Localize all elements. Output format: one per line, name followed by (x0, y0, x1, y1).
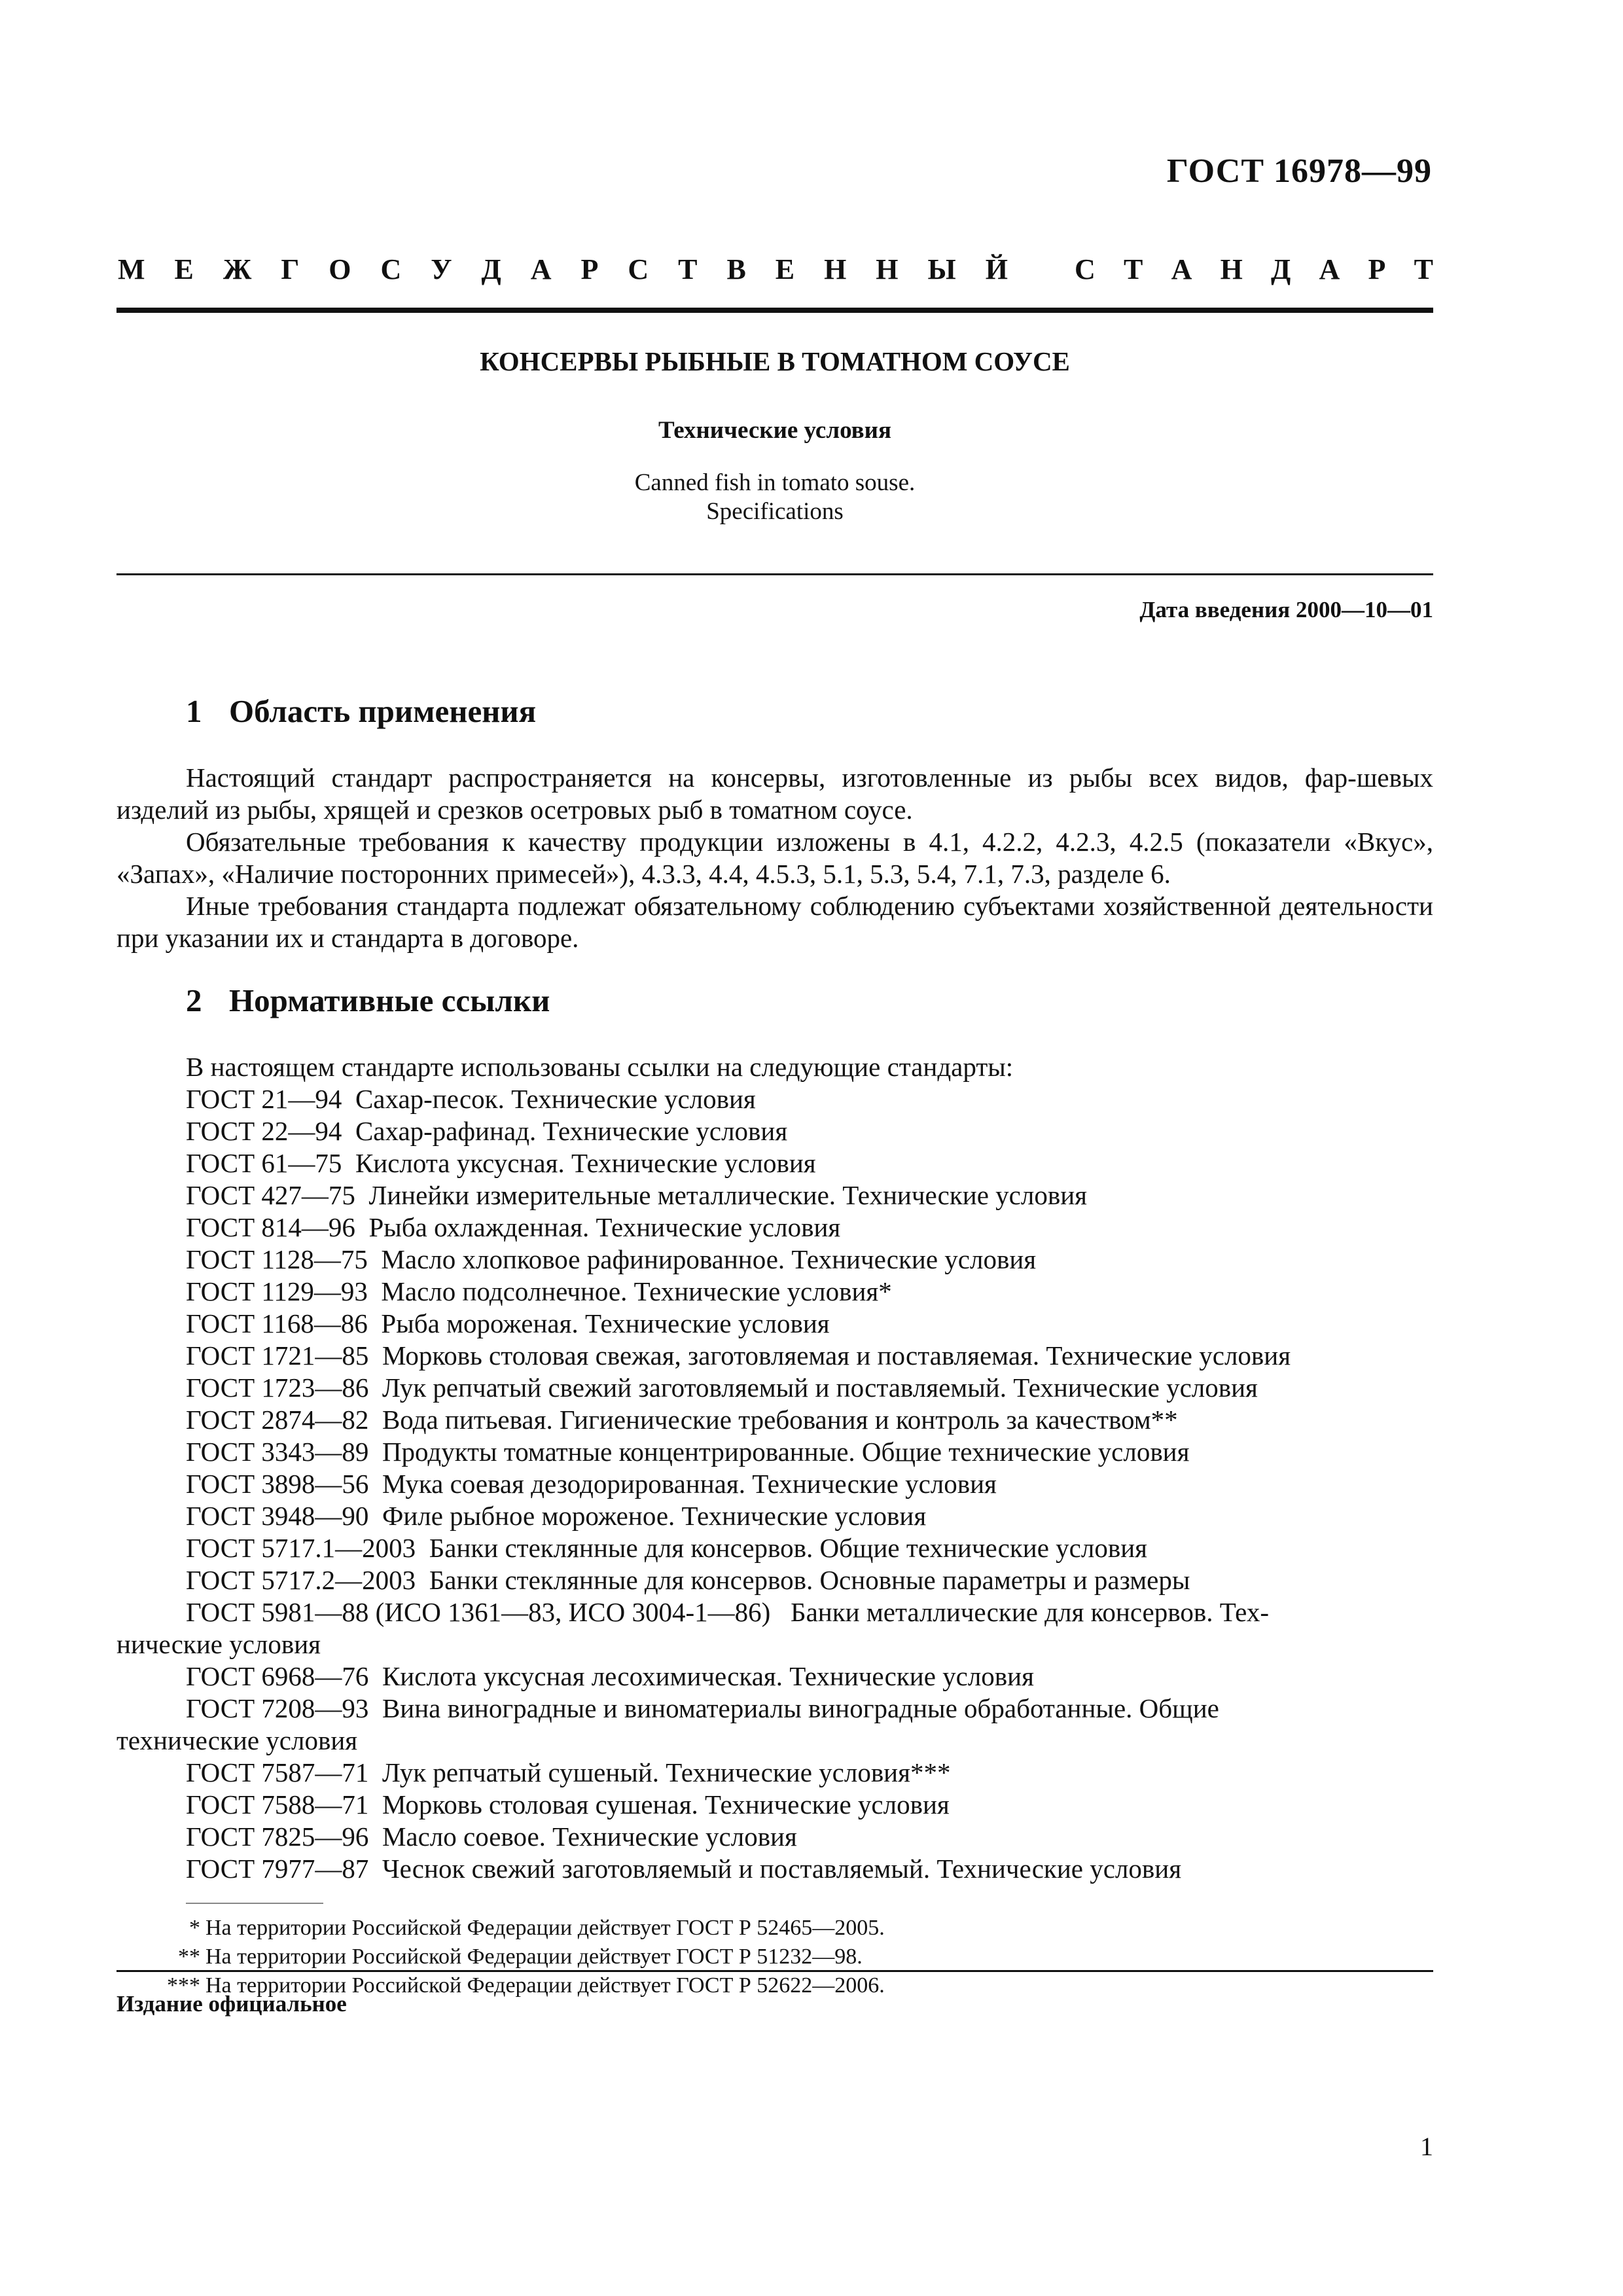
reference-code: ГОСТ 7825—96 (186, 1821, 369, 1852)
reference-title: Морковь столовая сушеная. Технические условия (382, 1789, 950, 1820)
reference-title: Рыба охлажденная. Технические условия (368, 1212, 841, 1242)
banner-letter: Е (775, 253, 795, 285)
references-intro: В настоящем стандарте использованы ссылки на следующие стандарты: (186, 1052, 1014, 1082)
footer-rule (116, 1970, 1433, 1972)
reference-title: Линейки измерительные металлические. Технические условия (368, 1180, 1087, 1210)
reference-item-continuation: нические условия (116, 1629, 321, 1659)
section-title: Нормативные ссылки (229, 982, 550, 1018)
reference-item (116, 1500, 1433, 1532)
reference-item (116, 1179, 1433, 1211)
paragraph-scope-1: Настоящий стандарт распространяется на консервы, изготовленные из рыбы всех видов, фар-шевых изделий из рыбы, хрящей и срезков осетровых рыб в томатном соусе. (116, 762, 1433, 825)
reference-code: ГОСТ 3898—56 (186, 1469, 369, 1499)
reference-item (116, 1244, 1433, 1276)
section-number: 2 (186, 982, 202, 1018)
reference-item (116, 1083, 1433, 1115)
banner-letter: Т (1124, 253, 1143, 285)
document-id: ГОСТ 16978—99 (1166, 152, 1432, 190)
reference-code: ГОСТ 1721—85 (186, 1340, 369, 1371)
reference-item (116, 1147, 1433, 1179)
reference-title: Продукты томатные концентрированные. Общие технические условия (382, 1437, 1190, 1467)
reference-code: ГОСТ 3343—89 (186, 1437, 369, 1467)
banner-letter: Д (1271, 253, 1291, 285)
reference-item (116, 1468, 1433, 1500)
reference-title: Банки стеклянные для консервов. Общие технические условия (429, 1533, 1147, 1563)
banner-letter: Н (876, 253, 899, 285)
title-rule (116, 573, 1433, 575)
reference-title: Лук репчатый свежий заготовляемый и поставляемый. Технические условия (382, 1372, 1258, 1403)
reference-title: Лук репчатый сушеный. Технические условия*** (382, 1757, 951, 1787)
reference-code: ГОСТ 22—94 (186, 1116, 342, 1146)
banner-letter: Н (824, 253, 847, 285)
header-rule (116, 308, 1433, 313)
reference-item: ГОСТ 7208—93 Вина виноградные и виноматериалы виноградные обработанные. Общие (186, 1693, 1219, 1723)
reference-code: ГОСТ 21—94 (186, 1084, 342, 1114)
footnote-mark: *** (167, 1973, 200, 1998)
banner-letter: А (1319, 253, 1340, 285)
banner-letter: Й (985, 253, 1008, 285)
banner-letter: С (380, 253, 402, 285)
reference-title: Мука соевая дезодорированная. Технические условия (382, 1469, 997, 1499)
banner-letter: Р (1368, 253, 1386, 285)
reference-title: Масло соевое. Технические условия (382, 1821, 797, 1852)
banner-letter: Д (481, 253, 501, 285)
page-number: 1 (1420, 2132, 1433, 2161)
reference-title: Сахар-рафинад. Технические условия (355, 1116, 788, 1146)
footnote-text: На территории Российской Федерации действует ГОСТ Р 51232—98. (205, 1945, 863, 1969)
reference-code: ГОСТ 7588—71 (186, 1789, 369, 1820)
banner-letter: Ж (223, 253, 252, 285)
reference-item (116, 1308, 1433, 1340)
reference-item (116, 1821, 1433, 1853)
reference-title: Кислота уксусная. Технические условия (355, 1148, 816, 1178)
reference-item (116, 1436, 1433, 1468)
reference-title: Морковь столовая свежая, заготовляемая и поставляемая. Технические условия (382, 1340, 1291, 1371)
reference-item: ГОСТ 6968—76 Кислота уксусная лесохимическая. Технические условия (186, 1661, 1034, 1691)
footnote-mark: ** (178, 1945, 200, 1969)
banner-letter: С (1075, 253, 1096, 285)
banner-letter: С (628, 253, 649, 285)
banner-letter: Е (174, 253, 194, 285)
section-heading-1 (186, 692, 536, 730)
reference-item (116, 1340, 1433, 1372)
reference-item (116, 1789, 1433, 1821)
footnote-mark: * (189, 1916, 200, 1940)
reference-item (116, 1211, 1433, 1244)
english-title-line-2: Specifications (706, 498, 844, 525)
reference-code: ГОСТ 7587—71 (186, 1757, 369, 1787)
banner-letter: У (431, 253, 452, 285)
banner-letter: Р (580, 253, 599, 285)
reference-item (116, 1115, 1433, 1147)
reference-title: Сахар-песок. Технические условия (355, 1084, 756, 1114)
reference-code: ГОСТ 1129—93 (186, 1276, 368, 1306)
reference-code: ГОСТ 5717.2—2003 (186, 1565, 416, 1595)
banner-letter: Т (678, 253, 698, 285)
footnote-text: На территории Российской Федерации действует ГОСТ Р 52465—2005. (205, 1916, 885, 1940)
reference-title: Банки стеклянные для консервов. Основные параметры и размеры (429, 1565, 1190, 1595)
reference-code: ГОСТ 1128—75 (186, 1244, 368, 1274)
reference-item (116, 1757, 1433, 1789)
banner-letter: Г (281, 253, 300, 285)
banner-letter: А (1171, 253, 1192, 285)
banner-letter: Ы (927, 253, 956, 285)
banner-letter: М (118, 253, 145, 285)
reference-code: ГОСТ 61—75 (186, 1148, 342, 1178)
banner-letter: А (530, 253, 552, 285)
document-title: КОНСЕРВЫ РЫБНЫЕ В ТОМАТНОМ СОУСЕ (480, 346, 1070, 376)
reference-item (116, 1853, 1433, 1885)
reference-code: ГОСТ 1723—86 (186, 1372, 369, 1403)
document-subtitle: Технические условия (658, 417, 891, 444)
reference-code: ГОСТ 7977—87 (186, 1854, 369, 1884)
reference-title: Филе рыбное мороженое. Технические условия (382, 1501, 927, 1531)
reference-item-continuation: технические условия (116, 1725, 358, 1755)
paragraph-scope-3: Иные требования стандарта подлежат обязательному соблюдению субъектами хозяйственной деятельности при указании их и стандарта в договоре. (116, 891, 1433, 953)
reference-item (116, 1372, 1433, 1404)
reference-item (116, 1276, 1433, 1308)
banner-letter: Т (1414, 253, 1433, 285)
section-heading-2 (186, 982, 550, 1019)
reference-item: ГОСТ 5981—88 (ИСО 1361—83, ИСО 3004-1—86) Банки металлические для консервов. Тех- (186, 1597, 1269, 1627)
reference-title: Чеснок свежий заготовляемый и поставляемый. Технические условия (382, 1854, 1182, 1884)
banner-letter: О (329, 253, 351, 285)
english-title-line-1: Canned fish in tomato souse. (634, 469, 916, 496)
reference-item (116, 1532, 1433, 1564)
reference-code: ГОСТ 2874—82 (186, 1405, 369, 1435)
standard-banner (118, 253, 1433, 286)
reference-code: ГОСТ 3948—90 (186, 1501, 369, 1531)
section-title: Область применения (229, 693, 537, 729)
banner-letter: Н (1220, 253, 1243, 285)
section-number: 1 (186, 693, 202, 729)
banner-word-interstate (118, 253, 1008, 286)
reference-code: ГОСТ 427—75 (186, 1180, 355, 1210)
footnote (116, 1916, 1033, 1941)
reference-title: Рыба мороженая. Технические условия (381, 1308, 830, 1338)
reference-code: ГОСТ 1168—86 (186, 1308, 368, 1338)
reference-item (116, 1564, 1433, 1596)
reference-item (116, 1404, 1433, 1436)
footnote (116, 1945, 1033, 1969)
footnote-text: На территории Российской Федерации действует ГОСТ Р 52622—2006. (205, 1973, 885, 1998)
banner-letter: В (726, 253, 746, 285)
reference-title: Масло хлопковое рафинированное. Технические условия (381, 1244, 1037, 1274)
banner-word-standard (1075, 253, 1433, 286)
reference-title: Масло подсолнечное. Технические условия* (381, 1276, 892, 1306)
footnote-separator (186, 1903, 323, 1904)
paragraph-scope-2: Обязательные требования к качеству продукции изложены в 4.1, 4.2.2, 4.2.3, 4.2.5 (показатели «Вкус», «Запах», «Наличие посторонних примесей»), 4.3.3, 4.4, 4.5.3, 5.1, 5.3, 5.4, 7.1, 7.3, разделе 6. (116, 827, 1433, 889)
intro-date: Дата введения 2000—10—01 (1139, 597, 1433, 622)
reference-code: ГОСТ 814—96 (186, 1212, 355, 1242)
edition-label: Издание официальное (116, 1991, 347, 2017)
reference-title: Вода питьевая. Гигиенические требования и контроль за качеством** (382, 1405, 1178, 1435)
reference-code: ГОСТ 5717.1—2003 (186, 1533, 416, 1563)
